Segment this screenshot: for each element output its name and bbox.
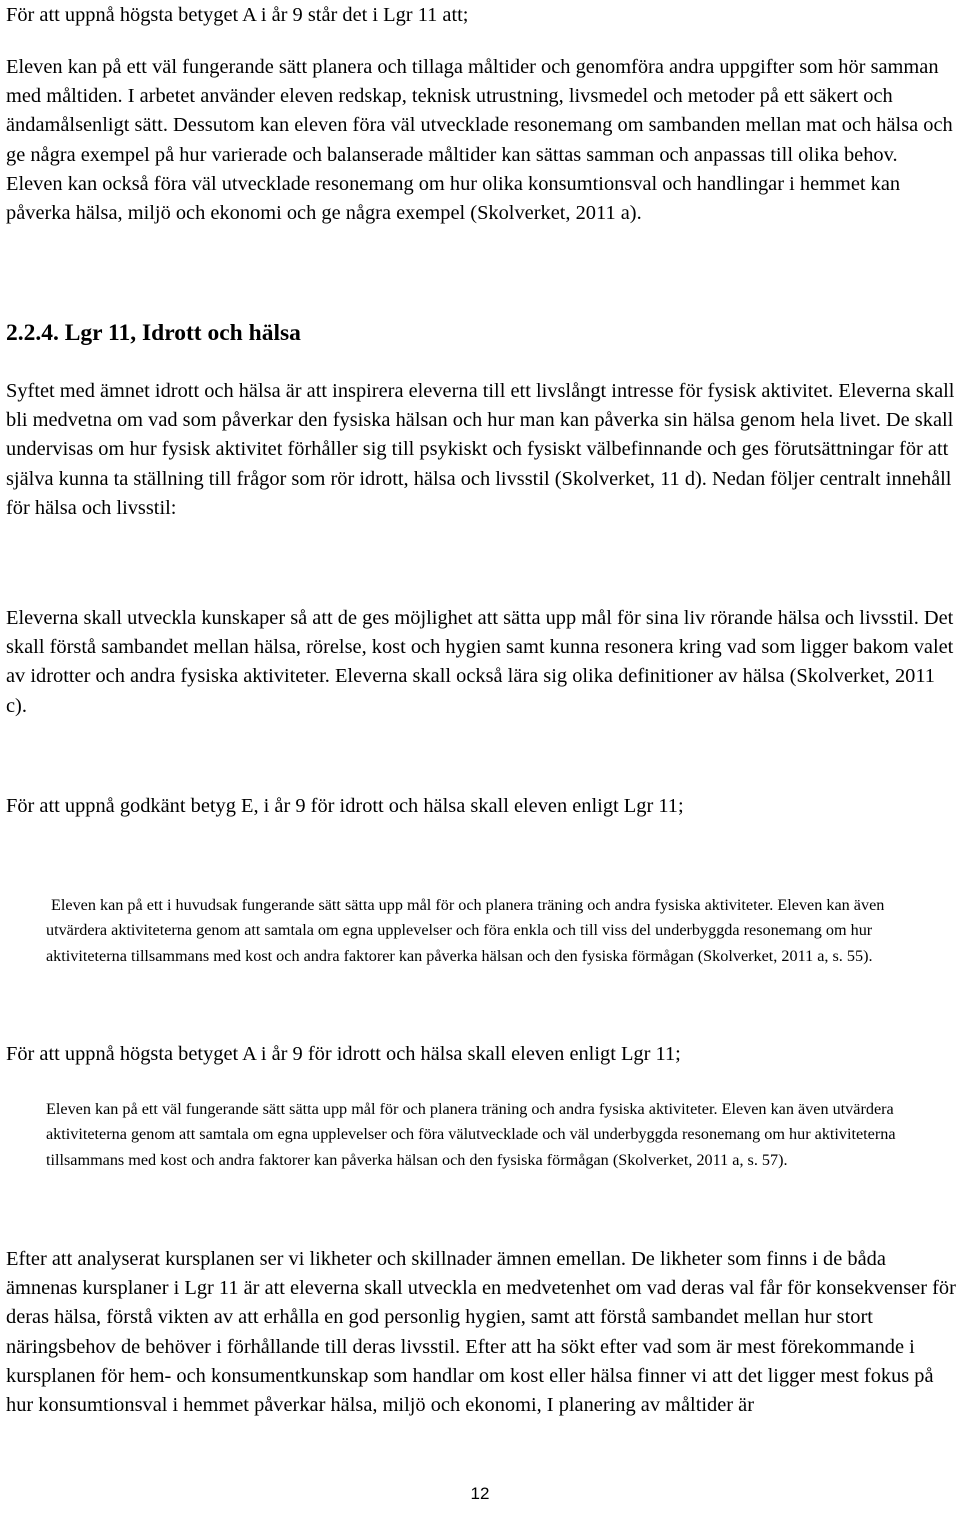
quote-grade-e: Eleven kan på ett i huvudsak fungerande sätt sätta upp mål för och planera träning och andra fysiska aktiviteter. Eleven kan även utvärdera aktiviteterna genom att samtala om egna upplevelser och föra enkla och till viss del underbyggda resonemang om hur aktiviteterna tillsammans med kost och andra faktorer kan påverka hälsan och den fysiska förmågan (Skolverket, 2011 a, s. 55). xyxy=(46,896,885,965)
section-heading: 2.2.4. Lgr 11, Idrott och hälsa xyxy=(6,320,301,346)
syfte-paragraph: Syftet med ämnet idrott och hälsa är att inspirera eleverna till ett livslångt intresse för fysisk aktivitet. Eleverna skall bli medvetna om vad som påverkar den fysiska hälsan och hur man kan påverka sin hälsa genom hela livet. De skall undervisas om hur fysisk aktivitet förhåller sig till psykiskt och fysiskt välbefinnande och ges förutsättningar för att själva kunna ta ställning till frågor som rör idrott, hälsa och livsstil (Skolverket, 11 d). Nedan följer centralt innehåll för hälsa och livsstil: xyxy=(6,380,955,519)
page-number: 12 xyxy=(470,1484,490,1503)
centralt-innehall-paragraph: Eleverna skall utveckla kunskaper så att de ges möjlighet att sätta upp mål för sina liv rörande hälsa och livsstil. Det skall förstå sambandet mellan hälsa, rörelse, kost och hygien samt kunna resonera kring vad som ligger bakom valet av idrotter och andra fysiska aktiviteter. Eleverna skall också lära sig olika definitioner av hälsa (Skolverket, 2011 c). xyxy=(6,607,954,717)
intro-grade-a-hk: För att uppnå högsta betyget A i år 9 står det i Lgr 11 att; xyxy=(6,4,469,26)
intro-grade-e-idh: För att uppnå godkänt betyg E, i år 9 för idrott och hälsa skall eleven enligt Lgr 11; xyxy=(6,795,684,817)
analysis-paragraph: Efter att analyserat kursplanen ser vi likheter och skillnader ämnen emellan. De likheter som finns i de båda ämnenas kursplaner i Lgr 11 är att eleverna skall utveckla en medvetenhet om vad deras val får för konsekvenser för deras hälsa, förstå vikten av att erhålla en god personlig hygien, samt att förstå sambandet mellan hur stort näringsbehov de behöver i förhållande till deras livsstil. Efter att ha sökt efter vad som är mest förekommande i kursplanen för hem- och konsumentkunskap som handlar om kost eller hälsa finner vi att det ligger mest fokus på hur konsumtionsval i hemmet påverkar hälsa, miljö och ekonomi, I planering av måltider är xyxy=(6,1248,956,1417)
intro-grade-a-idh: För att uppnå högsta betyget A i år 9 för idrott och hälsa skall eleven enligt Lgr 11; xyxy=(6,1043,681,1065)
criteria-grade-a-hk: Eleven kan på ett väl fungerande sätt planera och tillaga måltider och genomföra andra uppgifter som hör samman med måltiden. I arbetet använder eleven redskap, teknisk utrustning, livsmedel och metoder på ett säkert och ändamålsenligt sätt. Dessutom kan eleven föra väl utvecklade resonemang om sambanden mellan mat och hälsa och ge några exempel på hur varierade och balanserade måltider kan sättas samman och anpassas till olika behov. Eleven kan också föra väl utvecklade resonemang om hur olika konsumtionsval och handlingar i hemmet kan påverka hälsa, miljö och ekonomi och ge några exempel (Skolverket, 2011 a). xyxy=(6,56,953,225)
quote-grade-a: Eleven kan på ett väl fungerande sätt sätta upp mål för och planera träning och andra fysiska aktiviteter. Eleven kan även utvärdera aktiviteterna genom att samtala om egna upplevelser och föra välutvecklade och väl underbyggda resonemang om hur aktiviteterna tillsammans med kost och andra faktorer kan påverka hälsan och den fysiska förmågan (Skolverket, 2011 a, s. 57). xyxy=(46,1100,896,1169)
